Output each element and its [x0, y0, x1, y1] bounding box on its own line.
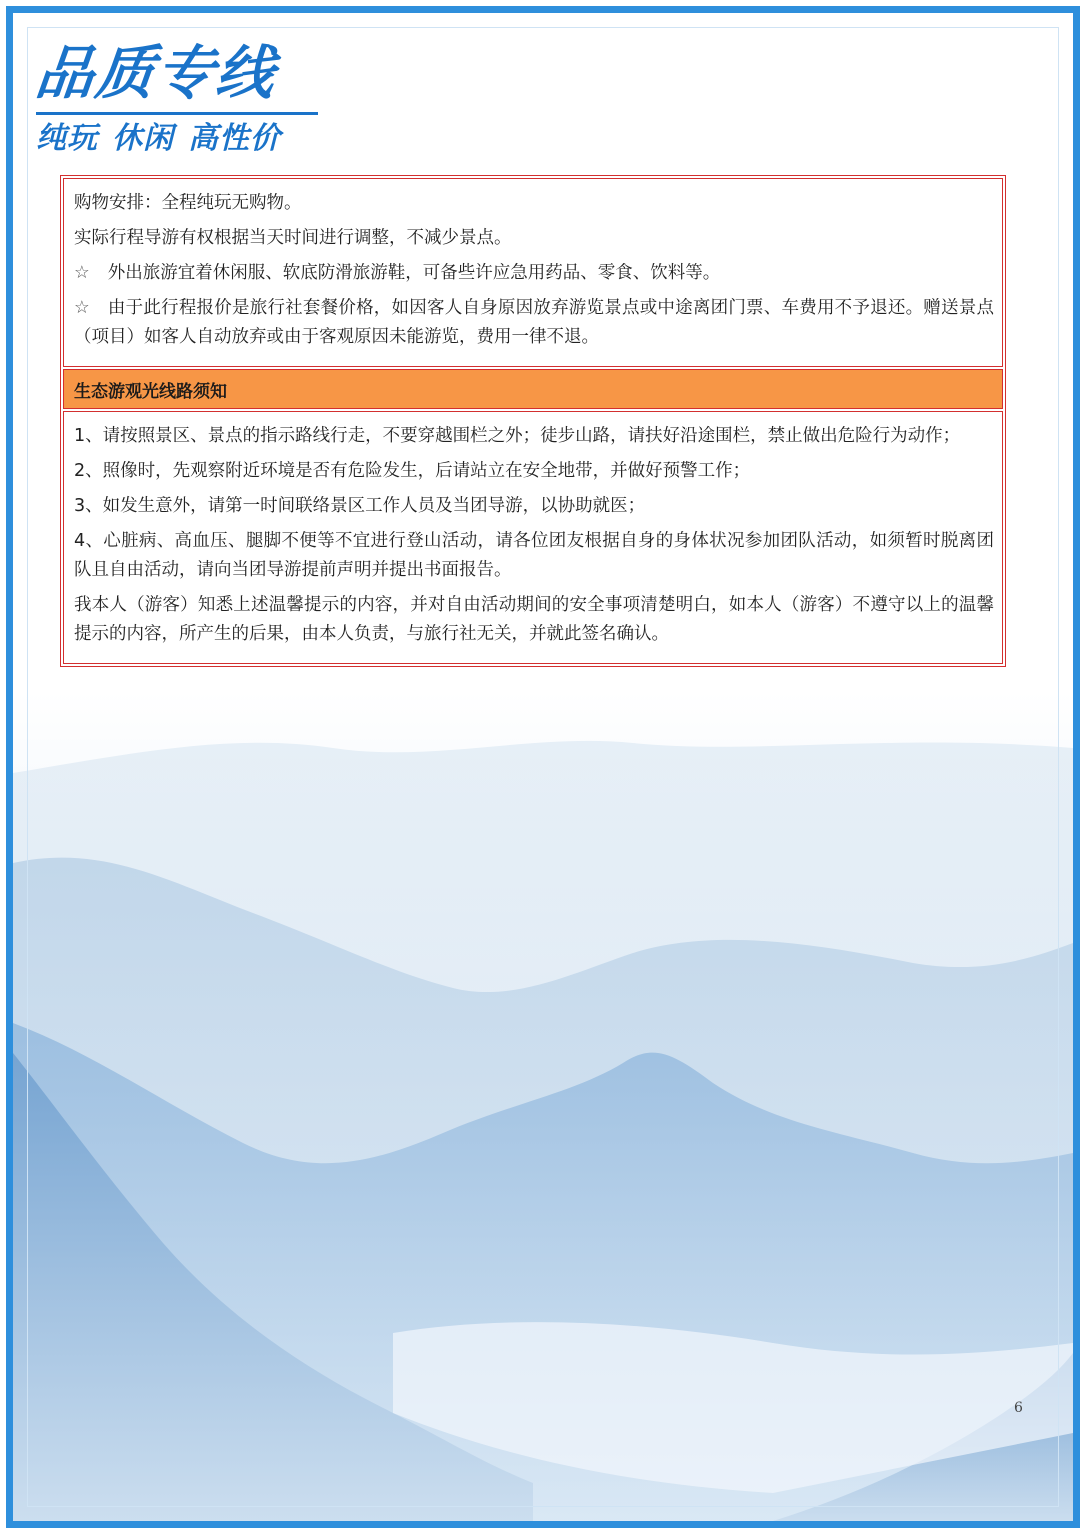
notice-text: 外出旅游宜着休闲服、软底防滑旅游鞋，可备些许应急用药品、零食、饮料等。: [107, 263, 721, 283]
brand-subtitle: [36, 119, 336, 159]
section-body-cell: [63, 411, 1003, 664]
rule-paragraph: 3、如发生意外，请第一时间联络景区工作人员及当团导游，以协助就医；: [74, 496, 646, 516]
notice-paragraph: [74, 259, 994, 288]
rule-paragraph: 1、请按照景区、景点的指示路线行走，不要穿越围栏之外；徒步山路，请扶好沿途围栏，禁止做出危险行为动作；: [74, 426, 961, 446]
rule-paragraph: 2、照像时，先观察附近环境是否有危险发生，后请站立在安全地带，并做好预警工作；: [74, 461, 751, 481]
notice-paragraph: [74, 189, 994, 218]
notice-text: 实际行程导游有权根据当天时间进行调整，不减少景点。: [74, 228, 512, 248]
brand-subtitle-part: 高性价: [188, 121, 281, 156]
section-header-text: 生态游观光线路须知: [74, 381, 227, 402]
brand-block: [32, 38, 336, 159]
brand-title: 品质专线: [32, 39, 280, 107]
star-icon: ☆: [74, 298, 90, 318]
brand-subtitle-part: 休闲: [112, 121, 174, 156]
notice-top-cell: [63, 178, 1003, 367]
notice-text: 购物安排：全程纯玩无购物。: [74, 193, 302, 213]
brand-rule: [36, 112, 318, 115]
notice-text: 由于此行程报价是旅行社套餐价格，如因客人自身原因放弃游览景点或中途离团门票、车费用不予退还。赠送景点（项目）如客人自动放弃或由于客观原因未能游览，费用一律不退。: [74, 298, 994, 347]
notice-paragraph: [74, 224, 994, 253]
notice-paragraph: [74, 294, 994, 352]
star-icon: ☆: [74, 263, 90, 283]
notice-table: [60, 175, 1006, 667]
rule-paragraph: 4、心脏病、高血压、腿脚不便等不宜进行登山活动，请各位团友根据自身的身体状况参加团队活动，如须暂时脱离团队且自由活动，请向当团导游提前声明并提出书面报告。: [74, 531, 994, 580]
section-header: [63, 369, 1003, 409]
page-number: 6: [1014, 1400, 1023, 1416]
confirmation-paragraph: 我本人（游客）知悉上述温馨提示的内容，并对自由活动期间的安全事项清楚明白，如本人（游客）不遵守以上的温馨提示的内容，所产生的后果，由本人负责，与旅行社无关，并就此签名确认。: [74, 595, 994, 644]
brand-subtitle-part: 纯玩: [36, 121, 98, 156]
